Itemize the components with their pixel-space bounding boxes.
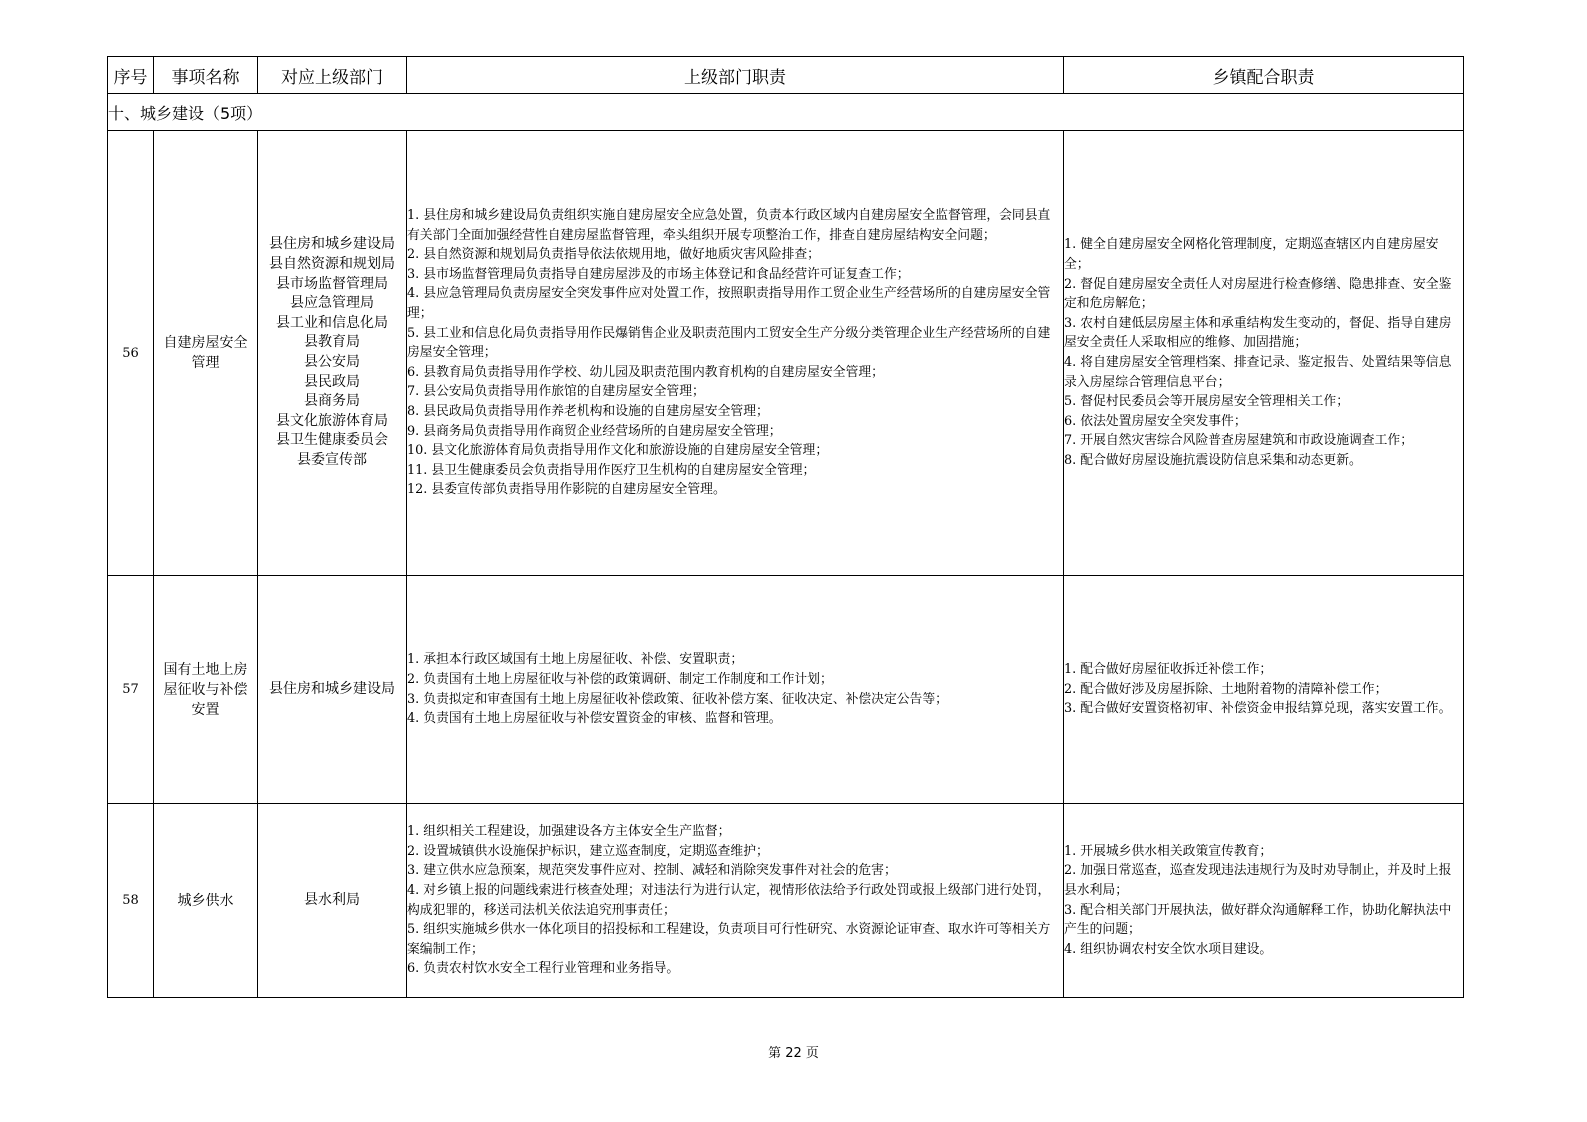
dept-item: 县工业和信息化局 xyxy=(276,314,388,331)
duty-item: 6. 依法处置房屋安全突发事件； xyxy=(1064,413,1247,429)
item-name-line: 自建房屋安全 xyxy=(163,335,248,351)
duty-item: 3. 配合相关部门开展执法，做好群众沟通解释工作，协助化解执法中产生的问题； xyxy=(1064,902,1452,938)
duty-item: 1. 承担本行政区域国有土地上房屋征收、补偿、安置职责； xyxy=(407,652,744,668)
dept-list xyxy=(258,804,407,998)
header-row xyxy=(108,57,1464,94)
upper-duty-cell xyxy=(407,576,1064,804)
duty-item: 2. 配合做好涉及房屋拆除、土地附着物的清障补偿工作； xyxy=(1064,681,1388,697)
duty-item: 4. 负责国有土地上房屋征收与补偿安置资金的审核、监督和管理。 xyxy=(407,711,782,727)
town-duty-cell xyxy=(1064,576,1464,804)
dept-item: 县住房和城乡建设局 xyxy=(269,680,395,697)
dept-item: 县住房和城乡建设局 xyxy=(269,236,395,253)
dept-item: 县应急管理局 xyxy=(290,295,374,312)
dept-item: 县公安局 xyxy=(304,354,360,370)
item-name xyxy=(154,131,258,576)
header-item-name: 事项名称 xyxy=(154,57,258,94)
header-no: 序号 xyxy=(108,57,154,94)
duty-item: 1. 健全自建房屋安全网格化管理制度，定期巡查辖区内自建房屋安全； xyxy=(1064,237,1439,273)
duty-item: 4. 组织协调农村安全饮水项目建设。 xyxy=(1064,941,1273,957)
duty-item: 3. 配合做好安置资格初审、补偿资金申报结算兑现，落实安置工作。 xyxy=(1064,701,1452,717)
duty-item: 7. 县公安局负责指导用作旅馆的自建房屋安全管理； xyxy=(407,384,705,400)
duty-item: 2. 负责国有土地上房屋征收与补偿的政策调研、制定工作制度和工作计划； xyxy=(407,671,833,687)
header-town-duty: 乡镇配合职责 xyxy=(1064,57,1464,94)
dept-item: 县水利局 xyxy=(304,891,360,908)
duty-item: 3. 县市场监督管理局负责指导自建房屋涉及的市场主体登记和食品经营许可证复查工作； xyxy=(407,266,910,282)
duty-item: 1. 组织相关工程建设，加强建设各方主体安全生产监督； xyxy=(407,824,731,840)
duty-item: 4. 县应急管理局负责房屋安全突发事件应对处置工作，按照职责指导用作工贸企业生产经营场所的自建房屋安全管理； xyxy=(407,286,1051,322)
row-number: 58 xyxy=(108,804,154,998)
item-name-line: 屋征收与补偿 xyxy=(163,681,248,698)
duty-item: 3. 建立供水应急预案，规范突发事件应对、控制、减轻和消除突发事件对社会的危害； xyxy=(407,863,897,879)
section-row xyxy=(108,94,1464,131)
header-upper-dept: 对应上级部门 xyxy=(258,57,407,94)
town-duty-cell xyxy=(1064,804,1464,998)
table-row xyxy=(108,576,1464,804)
upper-duty-cell xyxy=(407,131,1064,576)
item-name-line: 国有土地上房 xyxy=(163,661,248,678)
item-name-line: 管理 xyxy=(191,355,220,371)
item-name-line: 安置 xyxy=(191,701,220,718)
duty-item: 3. 负责拟定和审查国有土地上房屋征收补偿政策、征收补偿方案、征收决定、补偿决定公告等； xyxy=(407,691,948,707)
item-name xyxy=(154,804,258,998)
dept-item: 县卫生健康委员会 xyxy=(276,432,388,449)
upper-duty-cell xyxy=(407,804,1064,998)
duty-item: 2. 县自然资源和规划局负责指导依法依规用地，做好地质灾害风险排查； xyxy=(407,247,820,263)
duty-item: 8. 配合做好房屋设施抗震设防信息采集和动态更新。 xyxy=(1064,452,1362,468)
duty-item: 7. 开展自然灾害综合风险普查房屋建筑和市政设施调查工作； xyxy=(1064,433,1413,449)
duty-item: 12. 县委宣传部负责指导用作影院的自建房屋安全管理。 xyxy=(407,482,726,498)
responsibility-table xyxy=(107,56,1464,998)
duty-item: 5. 组织实施城乡供水一体化项目的招投标和工程建设，负责项目可行性研究、水资源论证审查、取水许可等相关方案编制工作； xyxy=(407,922,1051,957)
dept-list xyxy=(258,576,407,804)
header-upper-duty: 上级部门职责 xyxy=(407,57,1064,94)
duty-item: 2. 督促自建房屋安全责任人对房屋进行检查修缮、隐患排查、安全鉴定和危房解危； xyxy=(1064,276,1452,312)
duty-item: 11. 县卫生健康委员会负责指导用作医疗卫生机构的自建房屋安全管理； xyxy=(407,462,816,478)
dept-list xyxy=(258,131,407,576)
duty-item: 2. 加强日常巡查，巡查发现违法违规行为及时劝导制止，并及时上报县水利局； xyxy=(1064,863,1452,898)
item-name xyxy=(154,576,258,804)
dept-item: 县市场监督管理局 xyxy=(276,275,388,292)
item-name-line: 城乡供水 xyxy=(177,892,234,909)
dept-item: 县文化旅游体育局 xyxy=(276,412,388,429)
duty-item: 8. 县民政局负责指导用作养老机构和设施的自建房屋安全管理； xyxy=(407,403,769,419)
table-row xyxy=(108,804,1464,998)
section-title: 十、城乡建设（5项） xyxy=(108,94,1464,131)
dept-item: 县委宣传部 xyxy=(297,451,367,468)
duty-item: 1. 配合做好房屋征收拆迁补偿工作； xyxy=(1064,662,1273,678)
page-number: 第 22 页 xyxy=(768,1046,819,1061)
table-row xyxy=(108,131,1464,576)
duty-item: 2. 设置城镇供水设施保护标识，建立巡查制度，定期巡查维护； xyxy=(407,843,769,859)
duty-item: 5. 县工业和信息化局负责指导用作民爆销售企业及职责范围内工贸安全生产分级分类管理企业生产经营场所的自建房屋安全管理； xyxy=(407,325,1051,361)
dept-item: 县民政局 xyxy=(304,373,360,390)
duty-item: 1. 县住房和城乡建设局负责组织实施自建房屋安全应急处置，负责本行政区域内自建房屋安全监督管理，会同县直有关部门全面加强经营性自建房屋监督管理，牵头组织开展专项整治工作，排查自建房屋结构安全问题； xyxy=(407,208,1051,243)
dept-item: 县自然资源和规划局 xyxy=(269,256,395,273)
duty-item: 1. 开展城乡供水相关政策宣传教育； xyxy=(1064,843,1273,859)
duty-item: 5. 督促村民委员会等开展房屋安全管理相关工作； xyxy=(1064,394,1350,410)
row-number: 56 xyxy=(108,131,154,576)
duty-item: 9. 县商务局负责指导用作商贸企业经营场所的自建房屋安全管理； xyxy=(407,423,782,439)
row-number: 57 xyxy=(108,576,154,804)
town-duty-cell xyxy=(1064,131,1464,576)
duty-item: 6. 县教育局负责指导用作学校、幼儿园及职责范围内教育机构的自建房屋安全管理； xyxy=(407,364,884,380)
duty-item: 4. 对乡镇上报的问题线索进行核查处理；对违法行为进行认定，视情形依法给予行政处罚或报上级部门进行处罚，构成犯罪的，移送司法机关依法追究刑事责任； xyxy=(407,882,1051,918)
dept-item: 县商务局 xyxy=(304,393,360,410)
duty-item: 10. 县文化旅游体育局负责指导用作文化和旅游设施的自建房屋安全管理； xyxy=(407,443,829,459)
dept-item: 县教育局 xyxy=(304,334,360,351)
duty-item: 3. 农村自建低层房屋主体和承重结构发生变动的，督促、指导自建房屋安全责任人采取相应的维修、加固措施； xyxy=(1064,315,1452,351)
duty-item: 6. 负责农村饮水安全工程行业管理和业务指导。 xyxy=(407,961,680,977)
duty-item: 4. 将自建房屋安全管理档案、排查记录、鉴定报告、处置结果等信息录入房屋综合管理信息平台； xyxy=(1064,355,1452,390)
